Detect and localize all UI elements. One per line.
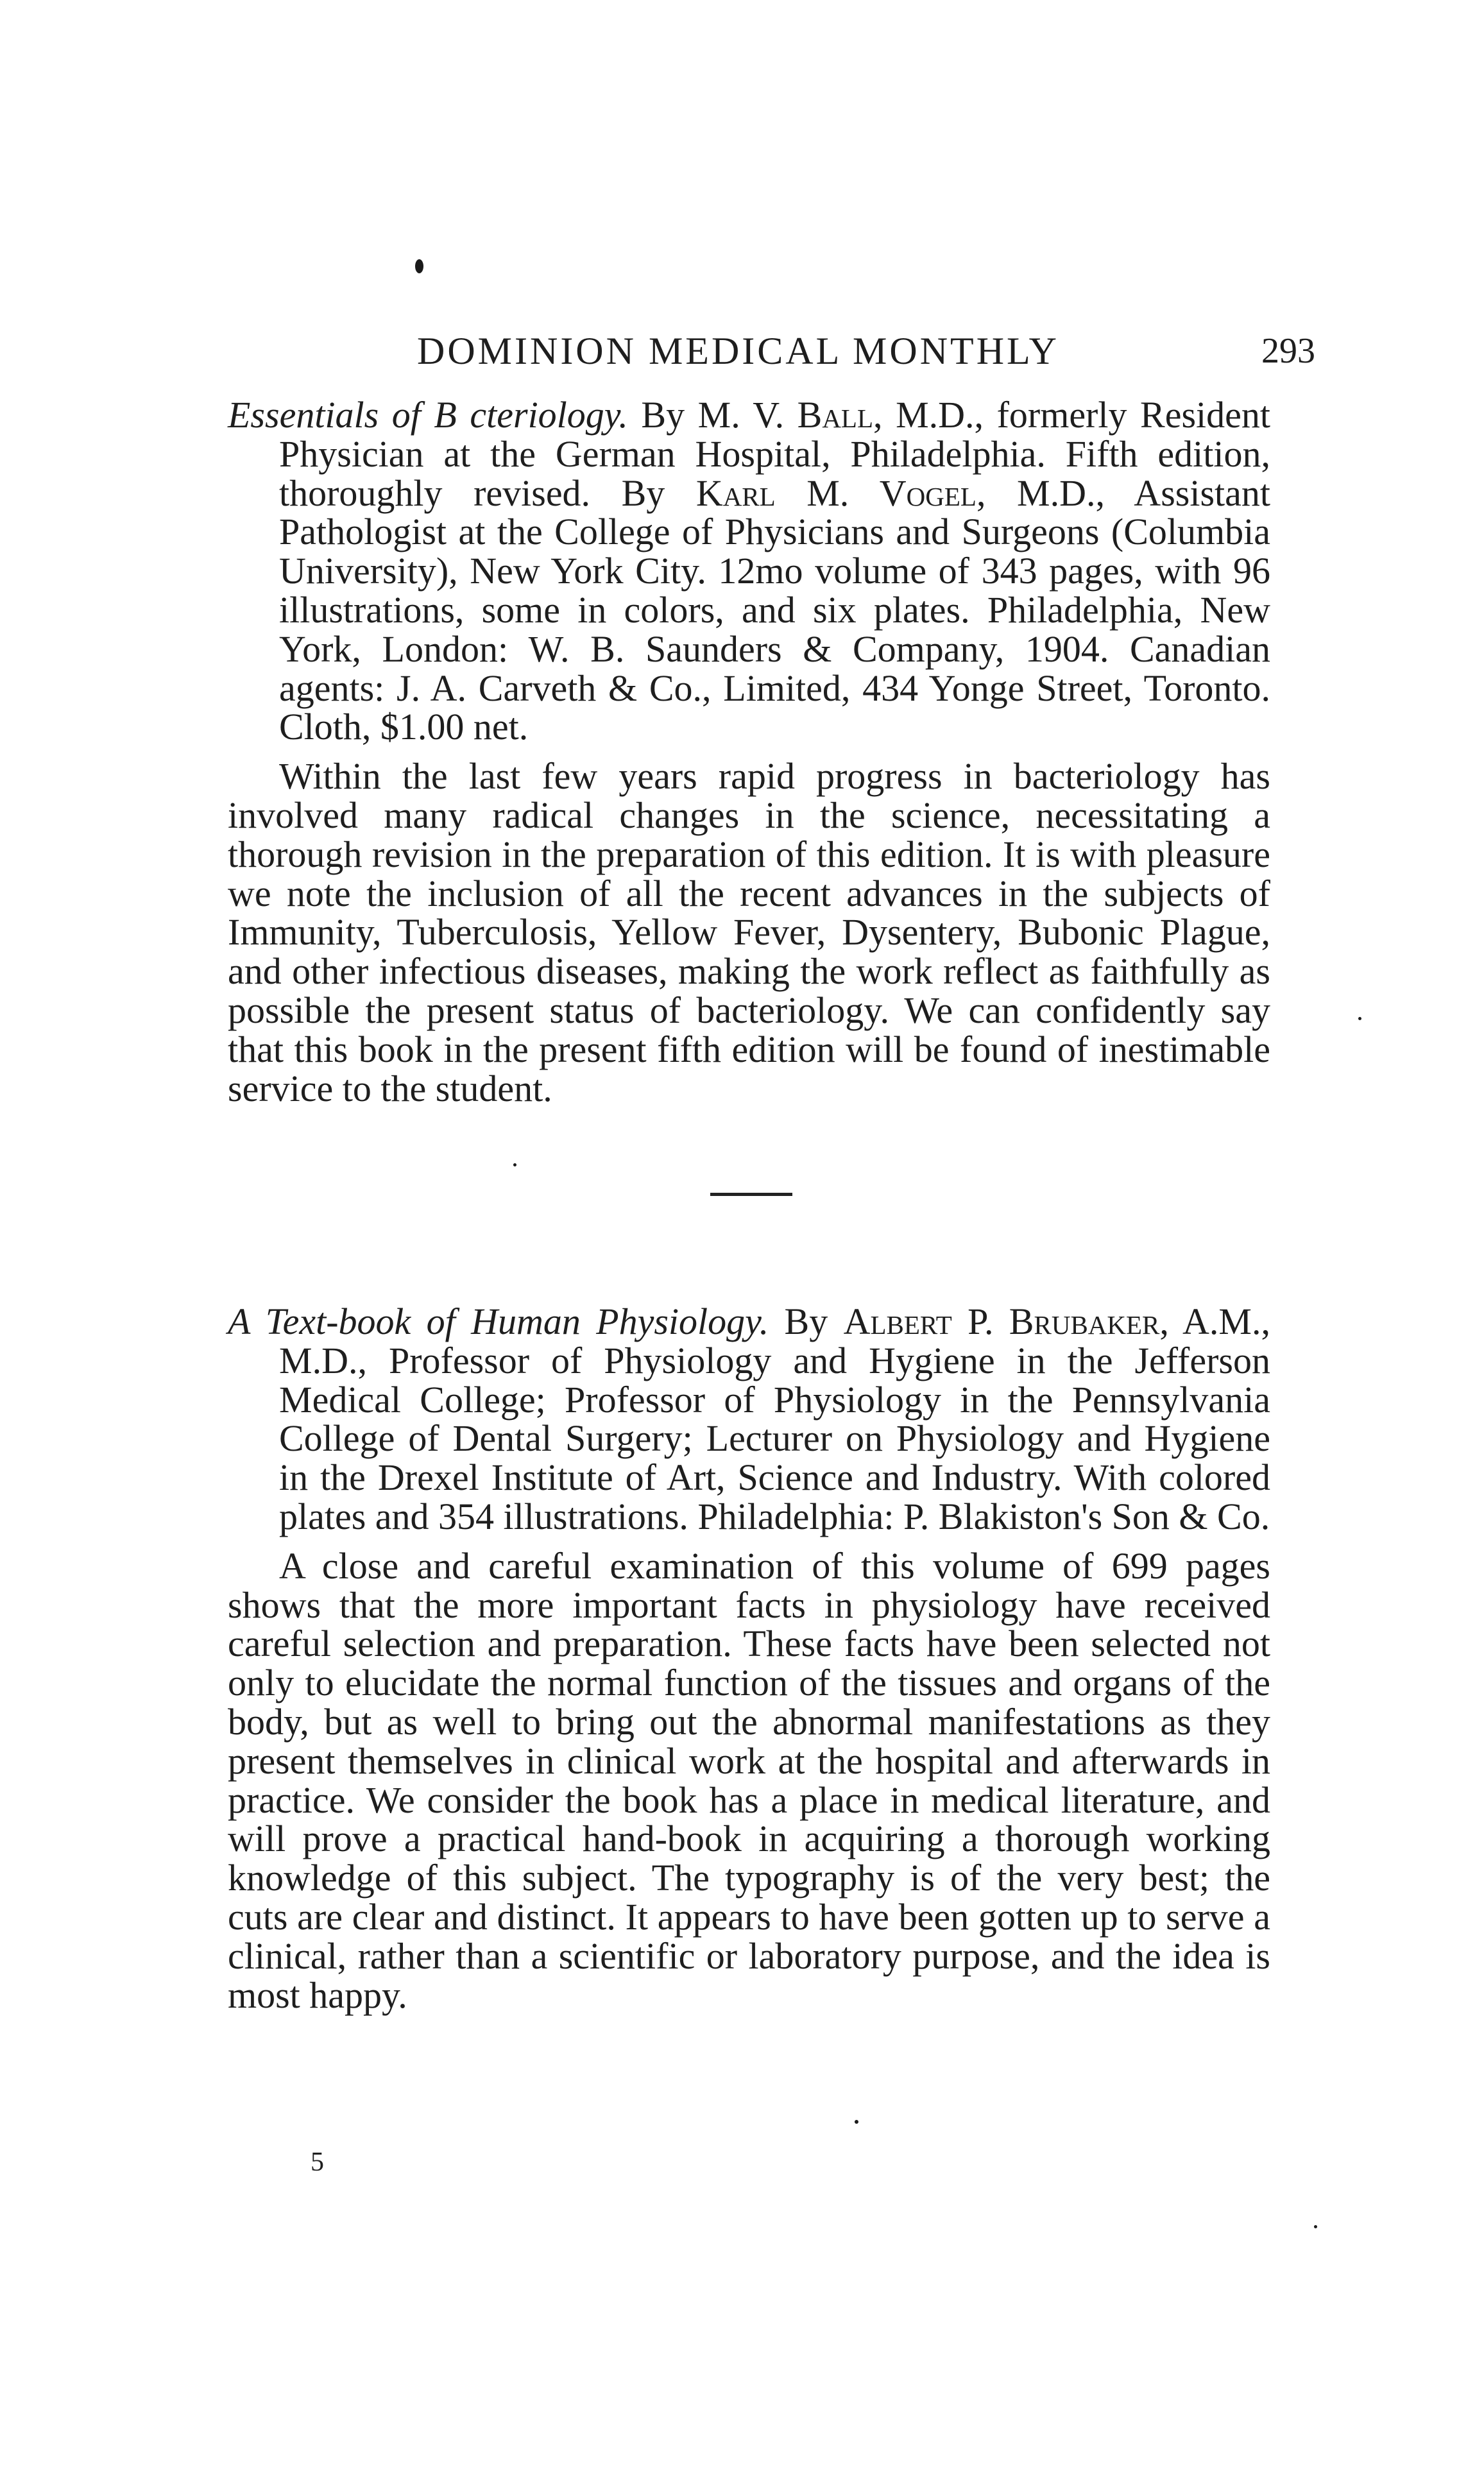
ink-speck <box>1314 2225 1317 2228</box>
ink-speck <box>513 1163 516 1166</box>
ink-speck <box>855 2120 858 2124</box>
ink-speck <box>1358 1017 1361 1020</box>
author-name: Albert P. Brubaker <box>843 1301 1160 1342</box>
by-text: By <box>769 1301 844 1342</box>
citation <box>228 1302 1270 1537</box>
by-text: By <box>627 394 698 436</box>
review-essentials-of-bacteriology <box>228 396 1270 1108</box>
citation-details: , M.D., Assistant Pathologist at the College of Physicians and Surgeons (Columbia University), New York City. 12mo volume of 343 pages, with 96 illustrations, some in colors, and six plates. Philadelphia, New York, London: W. B. Saunders & Company, 1904. Canadian agents: J. A. Carveth & Co., Limited, 434 Yonge Street, Toronto. Cloth, $1.00 net. <box>279 472 1270 748</box>
author-name: Karl M. Vogel <box>695 472 977 514</box>
citation-details: , A.M., M.D., Professor of Physiology and Hygiene in the Jefferson Medical College; Professor of Physiology in the Pennsylvania College of Dental Surgery; Lecturer on Physiology and Hygiene in the Drexel Institute of Art, Science and Industry. With colored plates and 354 illustrations. Philadelphia: P. Blakiston's Son & Co. <box>279 1301 1270 1537</box>
running-title: DOMINION MEDICAL MONTHLY <box>417 330 1060 372</box>
signature-mark: 5 <box>311 2147 324 2177</box>
review-human-physiology <box>228 1302 1270 2015</box>
citation <box>228 396 1270 747</box>
author-name: M. V. Ball <box>697 394 874 436</box>
book-title: Essentials of B cteriology. <box>228 394 628 436</box>
citation-text: , M.D., formerly Resident Physician at the German Hospital, Philadelphia. Fifth edition, thoroughly revised. By <box>279 394 1271 514</box>
running-header <box>231 329 1315 373</box>
review-body: Within the last few years rapid progress in bacteriology has involved many radical changes in the science, necessitating a thorough revision in the preparation of this edition. It is with pleasure we note the inclusion of all the recent advances in the subjects of Immunity, Tuberculosis, Yellow Fever, Dysentery, Bubonic Plague, and other infectious diseases, making the work reflect as faithfully as possible the present status of bacteriology. We can confidently say that this book in the present fifth edition will be found of inestimable service to the student. <box>228 755 1270 1109</box>
section-divider <box>710 1193 792 1196</box>
review-body: A close and careful examination of this volume of 699 pages shows that the more important facts in physiology have received careful selection and preparation. These facts have been selected not only to elucidate the normal function of the tissues and organs of the body, but as well to bring out the abnormal manifestations as they present themselves in clinical work at the hospital and afterwards in practice. We consider the book has a place in medical literature, and will prove a practical hand-book in acquiring a thorough working knowledge of this subject. The typography is of the very best; the cuts are clear and distinct. It appears to have been gotten up to serve a clinical, rather than a scientific or laboratory purpose, and the idea is most happy. <box>228 1544 1270 2016</box>
ink-speck <box>415 259 423 273</box>
book-title: A Text-book of Human Physiology. <box>228 1301 769 1342</box>
page-number: 293 <box>1261 331 1315 371</box>
